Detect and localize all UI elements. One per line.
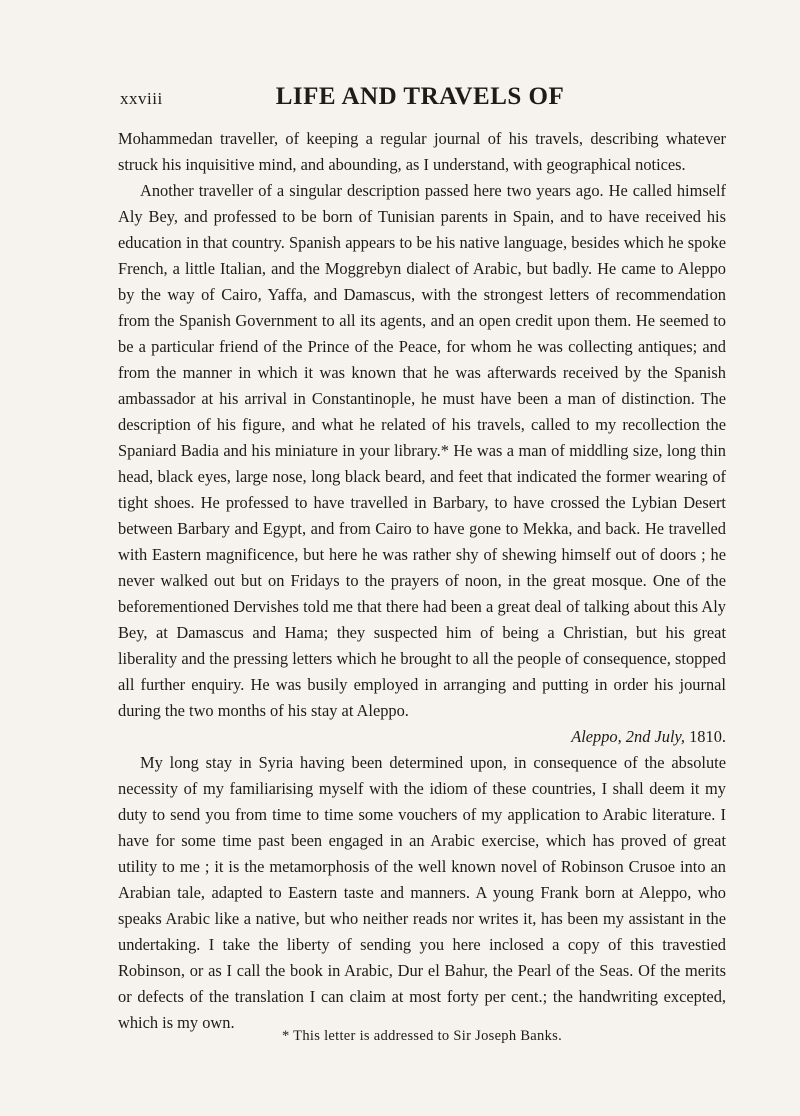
dateline-place-date: Aleppo, 2nd July, — [571, 727, 685, 746]
body-text — [118, 126, 726, 1036]
page-number: xxviii — [120, 89, 163, 108]
footnote: * This letter is addressed to Sir Joseph Banks. — [281, 1028, 563, 1044]
paragraph-aly-bey: Another traveller of a singular description passed here two years ago. He called himself Aly Bey, and professed to be born of Tunisian parents in Spain, and to have received his education in that country. Spanish appears to be his native language, besides which he spoke French, a little Italian, and the Moggrebyn dialect of Arabic, but badly. He came to Aleppo by the way of Cairo, Yaffa, and Damascus, with the strongest letters of recommendation from the Spanish Government to all its agents, and an open credit upon them. He seemed to be a particular friend of the Prince of the Peace, for whom he was collecting antiques; and from the manner in which it was known that he was afterwards received by the Spanish ambassador at his arrival in Constantinople, he must have been a man of distinction. The description of his figure, and what he related of his travels, called to my recollection the Spaniard Badia and his miniature in your library.* He was a man of middling size, long thin head, black eyes, large nose, long black beard, and feet that indicated the former wearing of tight shoes. He professed to have travelled in Barbary, to have crossed the Lybian Desert between Barbary and Egypt, and from Cairo to have gone to Mekka, and back. He travelled with Eastern magnificence, but here he was rather shy of shewing himself out of doors ; he never walked out but on Fridays to the prayers of noon, in the great mosque. One of the beforementioned Dervishes told me that there had been a great deal of talking about this Aly Bey, at Damascus and Hama; they suspected him of being a Christian, but his great liberality and the pressing letters which he brought to all the people of consequence, stopped all further enquiry. He was busily employed in arranging and putting in order his journal during the two months of his stay at Aleppo. — [118, 181, 726, 720]
running-title: LIFE AND TRAVELS OF — [275, 83, 565, 110]
dateline-year: 1810. — [689, 727, 726, 746]
page-header — [120, 83, 720, 115]
paragraph-continuation: Mohammedan traveller, of keeping a regular journal of his travels, describing whatever struck his inquisitive mind, and abounding, as I understand, with geographical notices. — [118, 129, 726, 174]
paragraph-letter: My long stay in Syria having been determined upon, in consequence of the absolute necessity of my familiarising myself with the idiom of these countries, I shall deem it my duty to send you from time to time some vouchers of my application to Arabic literature. I have for some time past been engaged in an Arabic exercise, which has proved of great utility to me ; it is the metamorphosis of the well known novel of Robinson Crusoe into an Arabian tale, adapted to Eastern taste and manners. A young Frank born at Aleppo, who speaks Arabic like a native, but who neither reads nor writes it, has been my assistant in the undertaking. I take the liberty of sending you here inclosed a copy of this travestied Robinson, or as I call the book in Arabic, Dur el Bahur, the Pearl of the Seas. Of the merits or defects of the translation I can claim at most forty per cent.; the handwriting excepted, which is my own. — [118, 753, 726, 1032]
letter-dateline — [118, 724, 726, 750]
